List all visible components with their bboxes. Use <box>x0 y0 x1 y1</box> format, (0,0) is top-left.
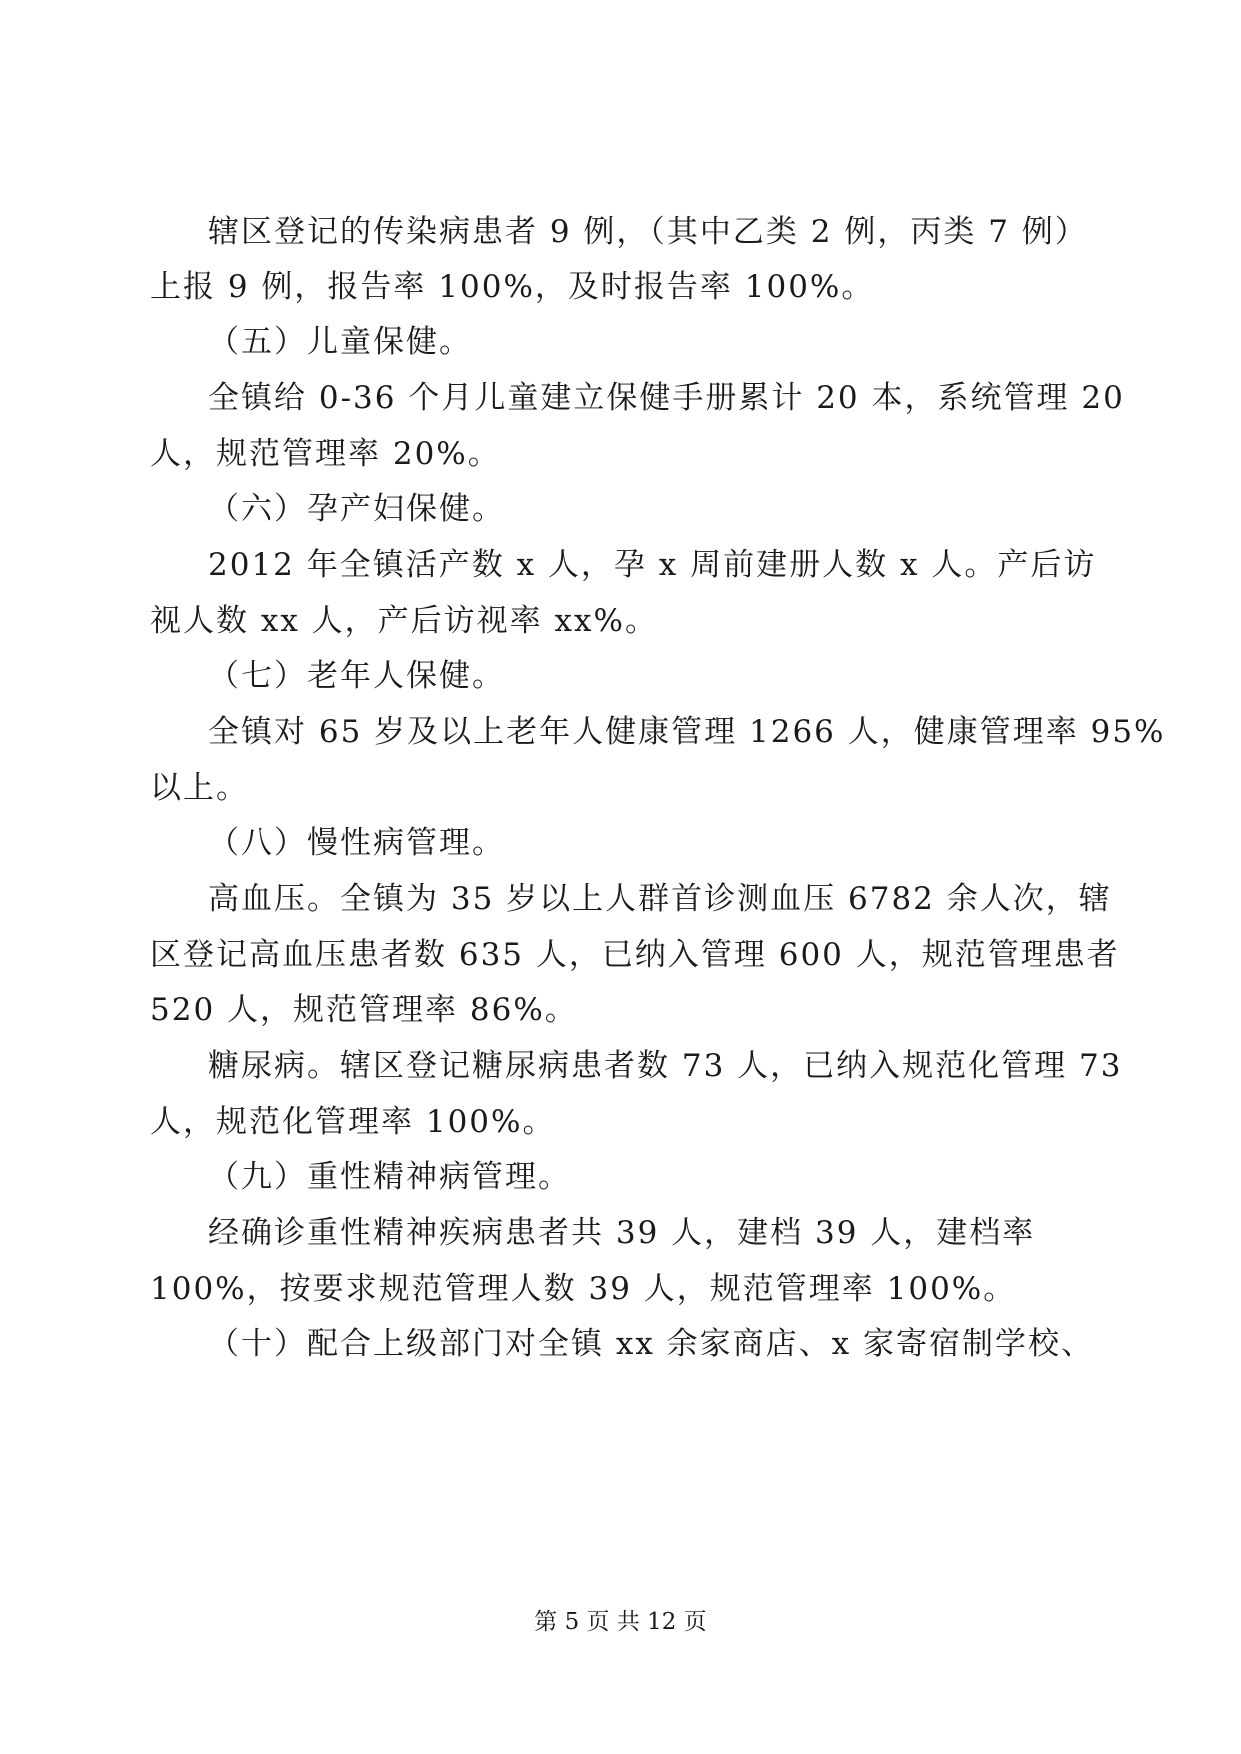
section-heading: （五）儿童保健。 <box>208 324 472 360</box>
body-line: 人，规范管理率 20%。 <box>150 436 501 472</box>
page-footer: 第 5 页 共 12 页 <box>534 1609 707 1635</box>
body-line: 高血压。全镇为 35 岁以上人群首诊测血压 6782 余人次，辖 <box>208 881 1112 917</box>
section-heading: （七）老年人保健。 <box>208 658 505 694</box>
body-line: 经确诊重性精神疾病患者共 39 人，建档 39 人，建档率 <box>208 1215 1036 1251</box>
body-line: 上报 9 例，报告率 100%，及时报告率 100%。 <box>150 269 875 305</box>
body-line: 520 人，规范管理率 86%。 <box>150 992 578 1028</box>
body-line: 人，规范化管理率 100%。 <box>150 1104 556 1140</box>
body-line: 100%，按要求规范管理人数 39 人，规范管理率 100%。 <box>150 1271 1017 1307</box>
body-line: 区登记高血压患者数 635 人，已纳入管理 600 人，规范管理患者 <box>150 937 1120 973</box>
body-line: 视人数 xx 人，产后访视率 xx%。 <box>150 603 658 639</box>
body-line: 全镇对 65 岁及以上老年人健康管理 1266 人，健康管理率 95% <box>208 714 1166 750</box>
body-line: 辖区登记的传染病患者 9 例，（其中乙类 2 例，丙类 7 例） <box>208 214 1088 250</box>
body-line: 2012 年全镇活产数 x 人，孕 x 周前建册人数 x 人。产后访 <box>208 547 1097 583</box>
section-heading: （八）慢性病管理。 <box>208 825 505 861</box>
body-line: （十）配合上级部门对全镇 xx 余家商店、x 家寄宿制学校、 <box>208 1326 1095 1362</box>
section-heading: （六）孕产妇保健。 <box>208 491 505 527</box>
section-heading: （九）重性精神病管理。 <box>208 1159 571 1195</box>
body-line: 糖尿病。辖区登记糖尿病患者数 73 人，已纳入规范化管理 73 <box>208 1048 1123 1084</box>
body-line: 以上。 <box>150 770 249 806</box>
body-line: 全镇给 0-36 个月儿童建立保健手册累计 20 本，系统管理 20 <box>208 380 1125 416</box>
